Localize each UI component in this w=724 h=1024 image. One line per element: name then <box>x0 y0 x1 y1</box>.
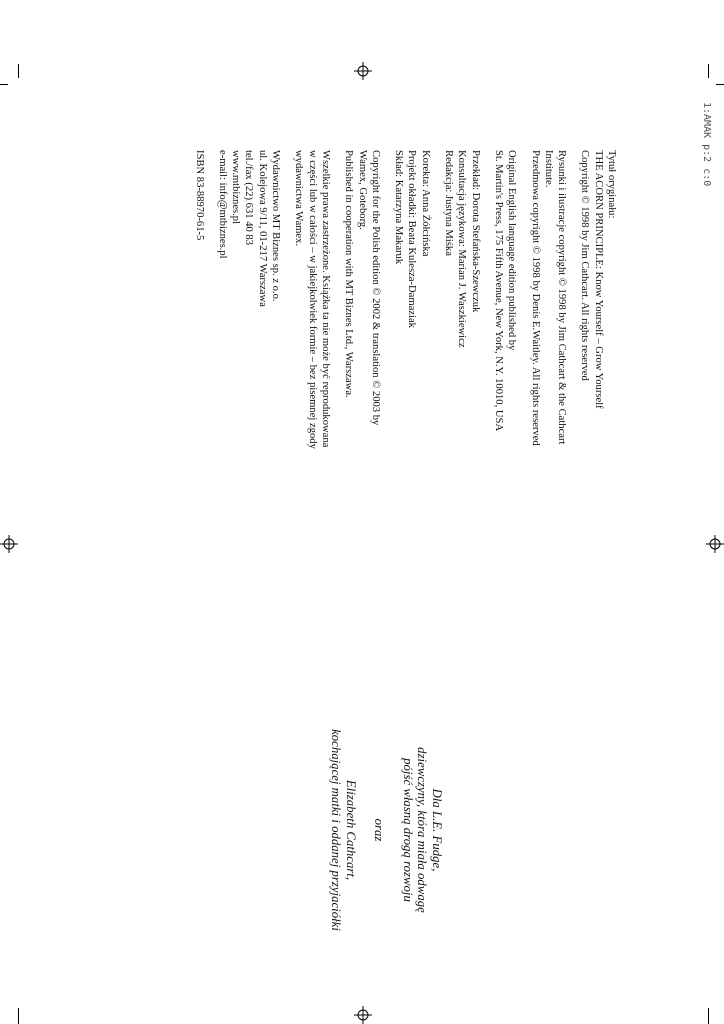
colophon <box>182 150 618 710</box>
rights-block <box>292 150 332 710</box>
cover-design: Projekt okładki: Beata Kulesza-Damaziak <box>406 150 418 328</box>
original-title-label: Tytuł oryginału: <box>606 150 617 219</box>
registration-mark-top <box>354 62 372 80</box>
staff-block <box>442 150 482 710</box>
original-title: THE ACORN PRINCIPLE: Know Yourself – Grow Yourself <box>592 150 604 409</box>
isbn: ISBN 83-88970-61-5 <box>193 150 205 241</box>
editor: Redakcja: Justyna Miśka <box>443 150 455 256</box>
rights-line-1: Wszelkie prawa zastrzeżone. Książka ta nie może być reprodukowana <box>319 150 331 448</box>
crop-mark-top-left <box>18 64 19 78</box>
original-edition-line-2: St. Martin's Press, 175 Fifth Avenue, New York, N.Y. 10010, USA <box>492 150 504 432</box>
original-edition-line-1: Original English language edition published by <box>506 150 518 351</box>
polish-copyright-line-3: Published in cooperation with MT Biznes Ltd., Warszawa. <box>343 150 355 398</box>
crop-mark-top-left-h <box>0 84 8 85</box>
dedication-line-5: kochającej matki i oddanej przyjaciółki <box>329 729 344 931</box>
crop-mark-bottom-left <box>18 1008 19 1024</box>
language-consultant: Konsultacja językowa: Marian J. Waszkiewicz <box>456 150 468 348</box>
polish-copyright-line-1: Copyright for the Polish edition © 2002 & translation © 2003 by <box>369 150 381 426</box>
original-copyright: Copyright © 1998 by Jim Cathcart. All rights reserved <box>579 150 591 381</box>
rights-line-3: wydawnictwa Wamex. <box>293 150 305 247</box>
original-title-block <box>578 150 618 710</box>
dedication-line-2: dziewczyny, która miała odwagę <box>415 747 430 913</box>
publisher-email: e-mail: info@mtbiznes.pl <box>216 150 228 259</box>
publisher-name: Wydawnictwo MT Biznes sp. z o.o. <box>270 150 282 302</box>
crop-mark-bottom-right <box>708 1008 709 1024</box>
polish-copyright-line-2: Wamex, Goteborg. <box>356 150 368 230</box>
crop-mark-top-right-h <box>716 84 724 85</box>
dedication-line-1: Dla L.E. Fudge, <box>430 788 444 872</box>
illustrations-line-2: Institute. <box>542 150 554 188</box>
registration-mark-left <box>0 535 18 553</box>
publisher-website: www.mtbiznes.pl <box>230 150 242 225</box>
registration-mark-bottom <box>354 1006 372 1024</box>
publisher-address: ul. Kolejowa 9/11, 01-217 Warszawa <box>256 150 268 307</box>
print-job-tag: 1:AMAK p:2 c:0 <box>701 102 712 187</box>
rights-line-2: w części lub w całości – w jakiejkolwiek formie – bez pisemnej zgody <box>306 150 318 449</box>
illustrations-block <box>528 150 568 710</box>
dedication-conjunction: oraz <box>372 818 387 842</box>
publisher-block <box>216 150 282 710</box>
illustrations-line-3: Przedmowa copyright © 1998 by Denis E.Waitley. All rights reserved <box>529 150 541 446</box>
crop-mark-top-right <box>708 64 709 78</box>
proofreading: Korekta: Anna Żółcińska <box>419 150 431 257</box>
isbn-block <box>192 150 205 710</box>
registration-mark-right <box>706 535 724 553</box>
dedication-line-3: pójść własną drogą rozwoju <box>400 758 415 902</box>
translator: Przekład: Dorota Stefańska-Szewczuk <box>469 150 481 313</box>
publisher-phone: tel./fax (22) 631 40 83 <box>243 150 255 246</box>
original-edition-block <box>492 150 519 710</box>
illustrations-line-1: Rysunki i ilustracje copyright © 1998 by Jim Cathcart & the Cathcart <box>556 150 568 445</box>
polish-copyright-block <box>342 150 382 710</box>
typesetting: Skład: Katarzyna Makaruk <box>393 150 405 265</box>
dedication-line-4: Elizabeth Cathcart, <box>343 779 358 881</box>
production-block <box>392 150 432 710</box>
dedication <box>328 660 444 1000</box>
